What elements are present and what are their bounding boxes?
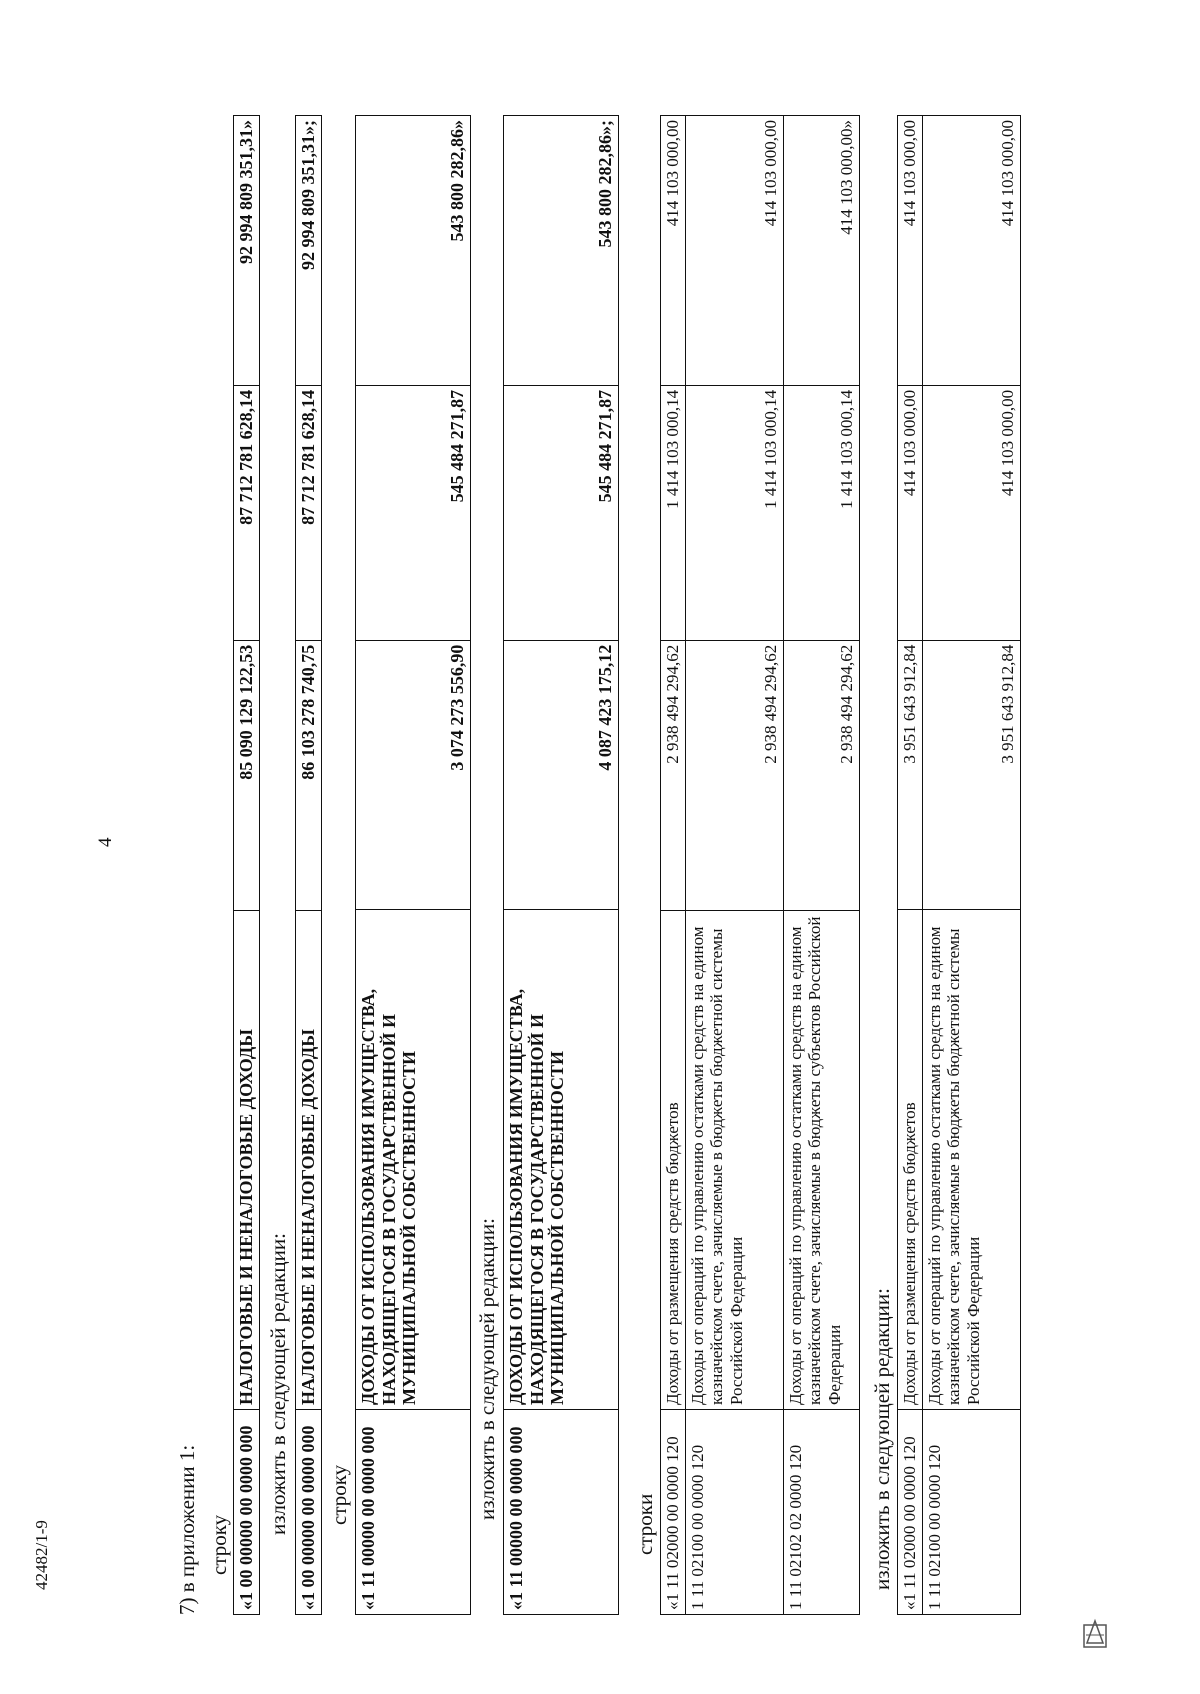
- table-row: [685, 116, 783, 1615]
- row-table-new-tax-revenue: [295, 115, 322, 1615]
- cell-name: ДОХОДЫ ОТ ИСПОЛЬЗОВАНИЯ ИМУЩЕСТВА, НАХОДЯЩЕГОСЯ В ГОСУДАРСТВЕННОЙ И МУНИЦИПАЛЬНОЙ СОБСТВЕННОСТИ: [504, 910, 619, 1410]
- cell-value-3: 414 103 000,00»: [783, 116, 859, 386]
- cell-code: «1 00 00000 00 0000 000: [296, 1410, 322, 1615]
- table-row: [898, 116, 923, 1615]
- cell-code: «1 11 00000 00 0000 000: [504, 1410, 619, 1615]
- table-row: [504, 116, 619, 1615]
- scanner-stamp-icon: [1082, 1615, 1108, 1649]
- cell-value-3: 414 103 000,00: [922, 116, 1020, 386]
- cell-value-1: 2 938 494 294,62: [661, 640, 686, 910]
- table-new-budget-funds: [897, 115, 1021, 1615]
- row-word: строку: [327, 1464, 351, 1525]
- cell-value-2: 414 103 000,00: [898, 385, 923, 640]
- replace-instruction: изложить в следующей редакции:: [475, 1218, 499, 1520]
- cell-value-3: 92 994 809 351,31»: [234, 116, 260, 386]
- table-row: [296, 116, 322, 1615]
- cell-name: НАЛОГОВЫЕ И НЕНАЛОГОВЫЕ ДОХОДЫ: [296, 910, 322, 1410]
- cell-value-3: 414 103 000,00: [685, 116, 783, 386]
- cell-value-3: 543 800 282,86»;: [504, 116, 619, 386]
- cell-value-2: 414 103 000,00: [922, 385, 1020, 640]
- cell-value-2: 87 712 781 628,14: [234, 385, 260, 640]
- table-row: [661, 116, 686, 1615]
- cell-value-3: 92 994 809 351,31»;: [296, 116, 322, 386]
- row-table-old-tax-revenue: [233, 115, 260, 1615]
- cell-value-3: 414 103 000,00: [898, 116, 923, 386]
- document-body: [175, 115, 1175, 1615]
- table-row: [356, 116, 471, 1615]
- row-table-new-property-income: [503, 115, 619, 1615]
- cell-code: «1 00 00000 00 0000 000: [234, 1410, 260, 1615]
- cell-value-3: 414 103 000,00: [661, 116, 686, 386]
- replace-instruction: изложить в следующей редакции:: [870, 1288, 894, 1590]
- table-row: [922, 116, 1020, 1615]
- cell-code: 1 11 02100 00 0000 120: [685, 1410, 783, 1615]
- cell-value-1: 2 938 494 294,62: [783, 640, 859, 910]
- cell-value-2: 1 414 103 000,14: [661, 385, 686, 640]
- page-number: 4: [95, 837, 116, 847]
- cell-name: НАЛОГОВЫЕ И НЕНАЛОГОВЫЕ ДОХОДЫ: [234, 910, 260, 1410]
- cell-code: 1 11 02102 02 0000 120: [783, 1410, 859, 1615]
- table-row: [234, 116, 260, 1615]
- table-row: [783, 116, 859, 1615]
- cell-name: Доходы от операций по управлению остатками средств на едином казначейском счете, зачисляемые в бюджеты субъектов Российской Федерации: [783, 910, 859, 1410]
- cell-code: «1 11 00000 00 0000 000: [356, 1410, 471, 1615]
- cell-value-2: 87 712 781 628,14: [296, 385, 322, 640]
- table-old-budget-funds: [660, 115, 860, 1615]
- cell-value-1: 3 074 273 556,90: [356, 640, 471, 910]
- cell-value-2: 545 484 271,87: [504, 385, 619, 640]
- cell-value-1: 3 951 643 912,84: [922, 640, 1020, 910]
- cell-value-1: 86 103 278 740,75: [296, 640, 322, 910]
- document-code: 42482/1-9: [32, 1520, 51, 1590]
- cell-name: Доходы от операций по управлению остатками средств на едином казначейском счете, зачисляемые в бюджеты бюджетной системы Российской Федерации: [922, 910, 1020, 1410]
- cell-value-2: 545 484 271,87: [356, 385, 471, 640]
- cell-name: Доходы от размещения средств бюджетов: [661, 910, 686, 1410]
- rows-word: строки: [633, 1493, 657, 1555]
- cell-value-2: 1 414 103 000,14: [783, 385, 859, 640]
- cell-code: «1 11 02000 00 0000 120: [898, 1410, 923, 1615]
- cell-value-1: 85 090 129 122,53: [234, 640, 260, 910]
- cell-name: Доходы от размещения средств бюджетов: [898, 910, 923, 1410]
- item-heading: 7) в приложении 1:: [175, 1444, 199, 1615]
- cell-value-1: 4 087 423 175,12: [504, 640, 619, 910]
- cell-name: ДОХОДЫ ОТ ИСПОЛЬЗОВАНИЯ ИМУЩЕСТВА, НАХОДЯЩЕГОСЯ В ГОСУДАРСТВЕННОЙ И МУНИЦИПАЛЬНОЙ СОБСТВЕННОСТИ: [356, 910, 471, 1410]
- cell-value-1: 2 938 494 294,62: [685, 640, 783, 910]
- replace-instruction: изложить в следующей редакции:: [266, 1233, 290, 1535]
- cell-value-2: 1 414 103 000,14: [685, 385, 783, 640]
- row-table-old-property-income: [355, 115, 471, 1615]
- cell-code: 1 11 02100 00 0000 120: [922, 1410, 1020, 1615]
- row-word: строку: [207, 1514, 231, 1575]
- cell-value-3: 543 800 282,86»: [356, 116, 471, 386]
- cell-name: Доходы от операций по управлению остатками средств на едином казначейском счете, зачисляемые в бюджеты бюджетной системы Российской Федерации: [685, 910, 783, 1410]
- cell-value-1: 3 951 643 912,84: [898, 640, 923, 910]
- cell-code: «1 11 02000 00 0000 120: [661, 1410, 686, 1615]
